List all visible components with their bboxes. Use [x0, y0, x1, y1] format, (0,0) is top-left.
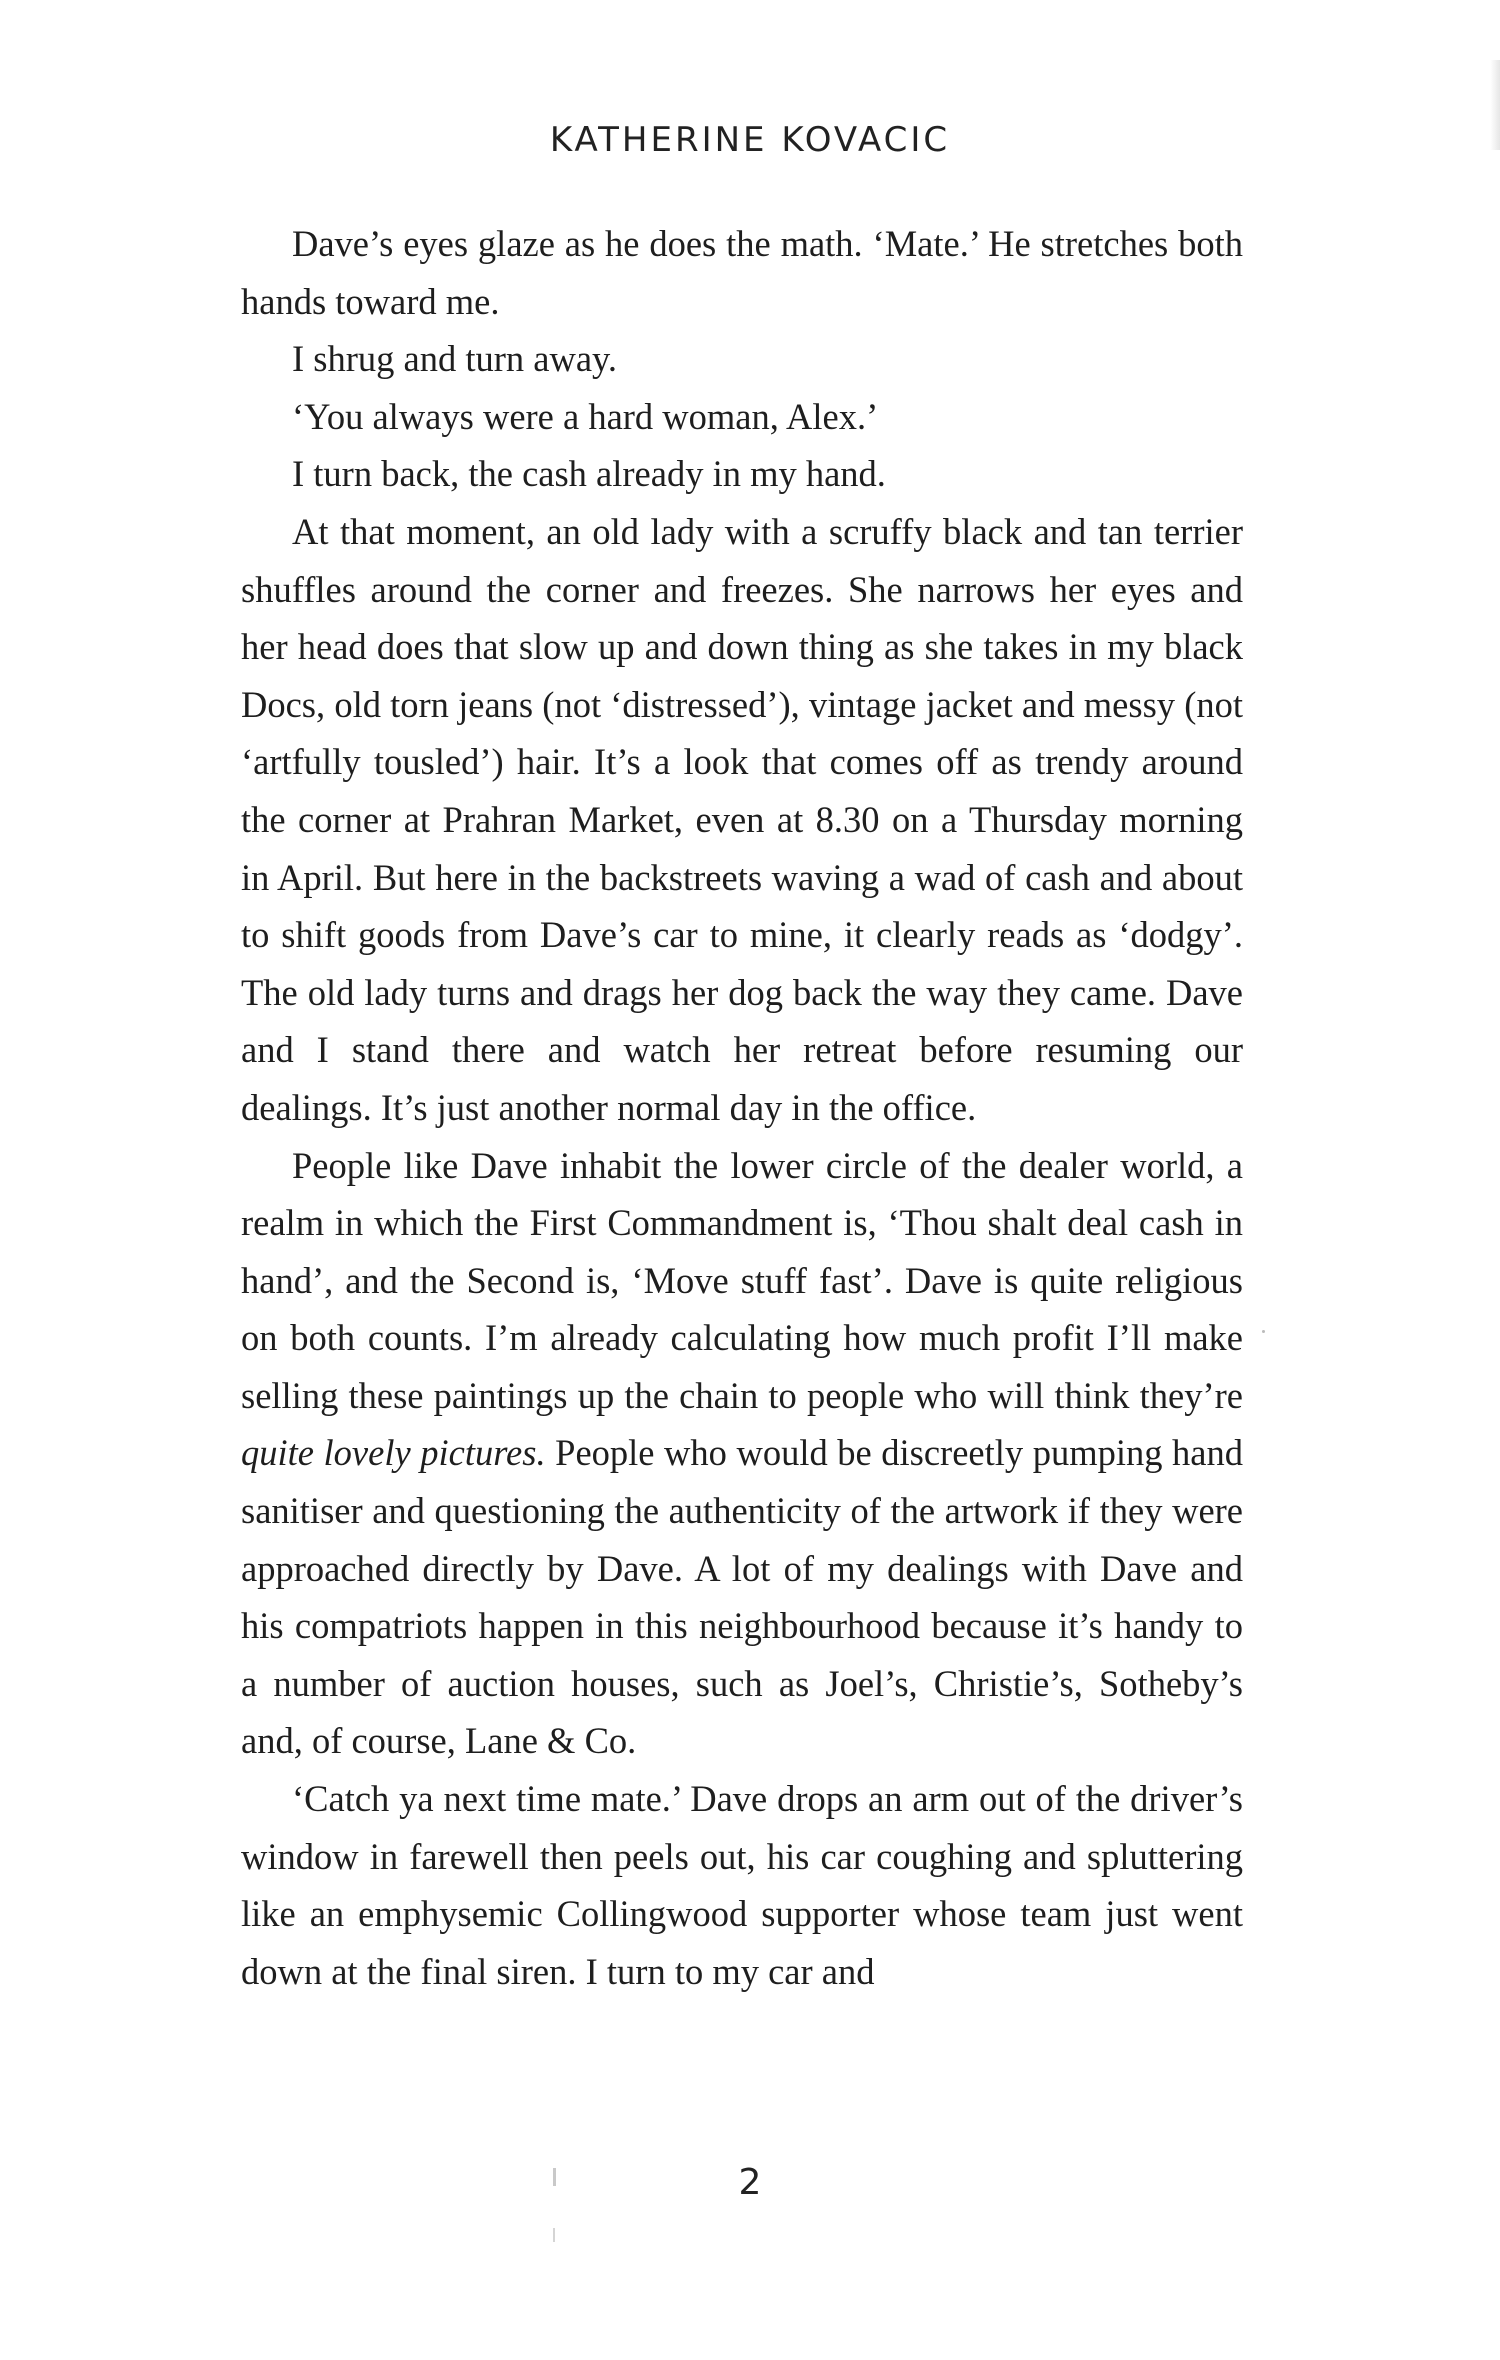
scan-speck — [553, 2228, 555, 2242]
running-head: KATHERINE KOVACIC — [549, 120, 951, 160]
paragraph: I shrug and turn away. — [292, 338, 618, 380]
text-run: People who would be discreetly pumping hand sanitiser and questioning the authenticity of the artwork if they were approached directly by Dave. A lot of my dealings with Dave and his compatriots happen in this neighbourhood because it’s handy to a number of auction houses, such as Joel’s, Christie’s, Sotheby’s and, of course, Lane & Co. — [241, 1432, 1243, 1762]
page-number: 2 — [738, 2162, 762, 2203]
paragraph: At that moment, an old lady with a scruffy black and tan terrier shuffles around the corner and freezes. She narrows her eyes and her head does that slow up and down thing as she takes in my black Docs, old torn jeans (not ‘distressed’), vintage jacket and messy (not ‘artfully tousled’) hair. It’s a look that comes off as trendy around the corner at Prahran Market, even at 8.30 on a Thursday morning in April. But here in the backstreets waving a wad of cash and about to shift goods from Dave’s car to mine, it clearly reads as ‘dodgy’. The old lady turns and drags her dog back the way they came. Dave and I stand there and watch her retreat before resuming our dealings. It’s just another normal day in the office. — [241, 510, 1243, 1128]
text-run: People like Dave inhabit the lower circle of the dealer world, a realm in which the First Commandment is, ‘Thou shalt deal cash in hand’, and the Second is, ‘Move stuff fast’. Dave is quite religious on both counts. I’m already calculating how much profit I’ll make selling these paintings up the chain to people who will think they’re — [241, 1144, 1243, 1416]
body-text — [241, 215, 1243, 2000]
paragraph: ‘Catch ya next time mate.’ Dave drops an arm out of the driver’s window in farewell then peels out, his car coughing and spluttering like an emphysemic Collingwood supporter whose team just went down at the final siren. I turn to my car and — [241, 1778, 1243, 1992]
paragraph: ‘You always were a hard woman, Alex.’ — [292, 395, 879, 437]
italic-phrase: quite lovely pictures. — [241, 1432, 546, 1474]
paragraph: Dave’s eyes glaze as he does the math. ‘Mate.’ He stretches both hands toward me. — [241, 223, 1243, 322]
scan-speck — [1262, 1330, 1265, 1333]
paragraph — [241, 1137, 1243, 1771]
paragraph: I turn back, the cash already in my hand. — [292, 453, 886, 495]
